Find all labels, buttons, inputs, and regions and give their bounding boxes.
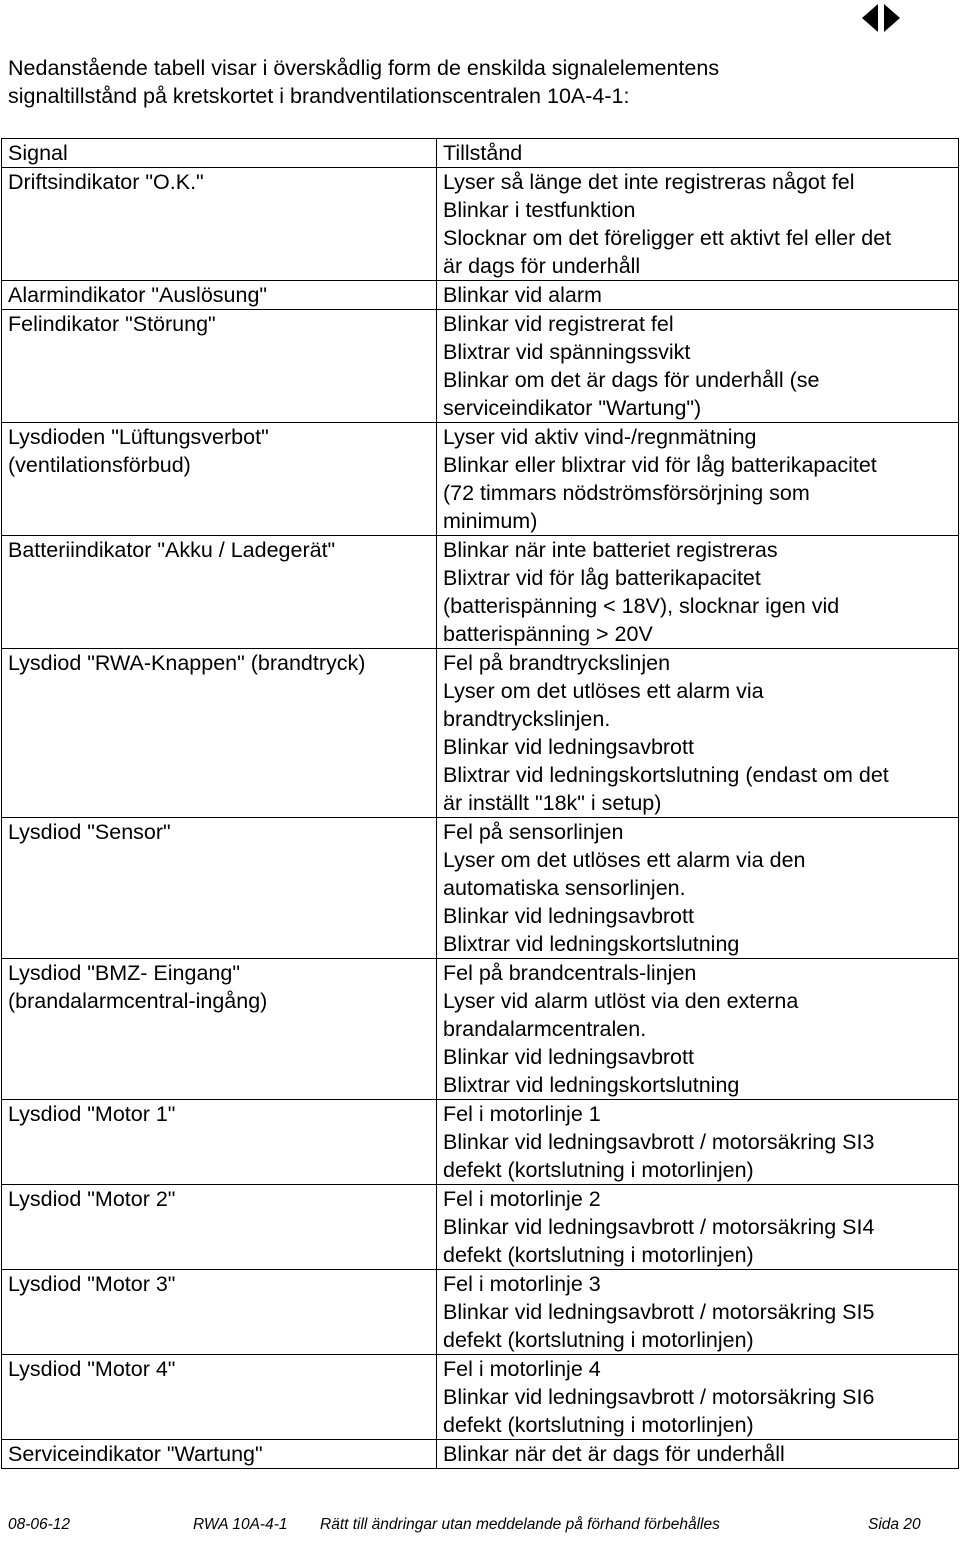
footer-notice: Rätt till ändringar utan meddelande på förhand förbehålles [320,1516,720,1533]
signal-line: (ventilationsförbud) [8,453,191,477]
state-cell [437,1440,959,1469]
header-signal: Signal [2,139,437,168]
state-cell [437,1270,959,1355]
table-row [2,1355,959,1440]
state-line: Blinkar vid ledningsavbrott / motorsäkring SI4 [443,1215,875,1239]
intro-line: Nedanstående tabell visar i överskådlig form de enskilda signalelementens [8,56,720,80]
state-line: Fel i motorlinje 4 [443,1357,601,1381]
footer-page: Sida 20 [868,1516,921,1533]
state-cell [437,818,959,959]
signal-line: Lysdiod "BMZ- Eingang" [8,961,240,985]
table-row [2,168,959,281]
signal-line: Batteriindikator "Akku / Ladegerät" [8,538,336,562]
header-state: Tillstånd [437,139,959,168]
signal-cell [2,649,437,818]
table-row [2,1440,959,1469]
signal-cell [2,959,437,1100]
state-line: Fel i motorlinje 1 [443,1102,601,1126]
state-line: Blinkar när inte batteriet registreras [443,538,778,562]
state-line: Fel på brandtryckslinjen [443,651,671,675]
footer-doc: RWA 10A-4-1 [193,1516,288,1533]
state-cell [437,310,959,423]
state-cell [437,649,959,818]
state-line: Fel på sensorlinjen [443,820,624,844]
signal-line: Lysdiod "Motor 1" [8,1102,176,1126]
state-line: defekt (kortslutning i motorlinjen) [443,1243,754,1267]
state-line: Blixtrar vid ledningskortslutning [443,932,740,956]
state-line: Lyser om det utlöses ett alarm via [443,679,764,703]
state-line: Lyser vid alarm utlöst via den externa [443,989,799,1013]
state-cell [437,423,959,536]
signal-cell [2,536,437,649]
state-cell [437,1100,959,1185]
table-row [2,959,959,1100]
signal-cell [2,818,437,959]
state-line: Blinkar vid alarm [443,283,602,307]
state-line: brandtryckslinjen. [443,707,611,731]
table-row [2,649,959,818]
state-line: Lyser om det utlöses ett alarm via den [443,848,806,872]
footer-date: 08-06-12 [8,1516,71,1533]
signal-cell [2,310,437,423]
state-line: Blinkar om det är dags för underhåll (se [443,368,820,392]
state-line: Blixtrar vid ledningskortslutning [443,1073,740,1097]
state-line: Blixtrar vid spänningssvikt [443,340,691,364]
table-row [2,818,959,959]
state-line: Blinkar vid ledningsavbrott / motorsäkring SI5 [443,1300,875,1324]
state-line: (batterispänning < 18V), slocknar igen vid [443,594,840,618]
state-line: Slocknar om det föreligger ett aktivt fel eller det [443,226,892,250]
signal-line: Lysdiod "Motor 3" [8,1272,176,1296]
page-footer [0,1516,960,1540]
state-line: Fel på brandcentrals-linjen [443,961,697,985]
state-line: Blinkar eller blixtrar vid för låg batterikapacitet [443,453,877,477]
intro-line: signaltillstånd på kretskortet i brandventilationscentralen 10A-4-1: [8,84,630,108]
state-line: Blinkar vid ledningsavbrott [443,1045,694,1069]
state-line: Blixtrar vid för låg batterikapacitet [443,566,761,590]
state-line: minimum) [443,509,538,533]
state-line: defekt (kortslutning i motorlinjen) [443,1413,754,1437]
signal-table [1,138,959,1469]
signal-line: Serviceindikator "Wartung" [8,1442,263,1466]
state-line: Blinkar vid ledningsavbrott / motorsäkring SI3 [443,1130,875,1154]
state-cell [437,536,959,649]
table-row [2,281,959,310]
state-line: serviceindikator "Wartung") [443,396,702,420]
signal-cell [2,168,437,281]
state-line: Lyser vid aktiv vind-/regnmätning [443,425,757,449]
state-line: Blinkar vid ledningsavbrott [443,735,694,759]
table-row [2,423,959,536]
state-line: Blinkar vid ledningsavbrott [443,904,694,928]
state-line: Blinkar vid registrerat fel [443,312,674,336]
state-line: Fel i motorlinje 2 [443,1187,601,1211]
state-line: Fel i motorlinje 3 [443,1272,601,1296]
signal-line: (brandalarmcentral-ingång) [8,989,268,1013]
signal-line: Lysdioden "Lüftungsverbot" [8,425,269,449]
prev-next-arrows-icon[interactable] [862,2,900,34]
prev-arrow-icon[interactable] [862,4,878,32]
state-line: Blinkar i testfunktion [443,198,636,222]
intro-text [8,54,908,110]
state-line: Blinkar när det är dags för underhåll [443,1442,785,1466]
signal-line: Alarmindikator "Auslösung" [8,283,268,307]
table-row [2,536,959,649]
table-row [2,1270,959,1355]
state-cell [437,1355,959,1440]
signal-line: Lysdiod "Sensor" [8,820,171,844]
signal-cell [2,1185,437,1270]
signal-line: Felindikator "Störung" [8,312,216,336]
signal-cell [2,1270,437,1355]
table-row [2,310,959,423]
state-line: batterispänning > 20V [443,622,653,646]
next-arrow-icon[interactable] [884,4,900,32]
signal-cell [2,1440,437,1469]
state-cell [437,1185,959,1270]
state-line: Blixtrar vid ledningskortslutning (endast om det [443,763,889,787]
state-cell [437,959,959,1100]
signal-cell [2,1355,437,1440]
signal-line: Lysdiod "RWA-Knappen" (brandtryck) [8,651,366,675]
state-line: defekt (kortslutning i motorlinjen) [443,1328,754,1352]
state-cell [437,281,959,310]
state-line: brandalarmcentralen. [443,1017,647,1041]
table-row [2,1185,959,1270]
signal-cell [2,1100,437,1185]
state-line: defekt (kortslutning i motorlinjen) [443,1158,754,1182]
state-line: automatiska sensorlinjen. [443,876,686,900]
state-line: är dags för underhåll [443,254,641,278]
state-line: (72 timmars nödströmsförsörjning som [443,481,810,505]
signal-cell [2,281,437,310]
state-cell [437,168,959,281]
state-line: Lyser så länge det inte registreras något fel [443,170,855,194]
state-line: är inställt "18k" i setup) [443,791,662,815]
table-row [2,1100,959,1185]
signal-line: Lysdiod "Motor 2" [8,1187,176,1211]
state-line: Blinkar vid ledningsavbrott / motorsäkring SI6 [443,1385,875,1409]
table-header-row [2,139,959,168]
signal-line: Driftsindikator "O.K." [8,170,204,194]
signal-line: Lysdiod "Motor 4" [8,1357,176,1381]
signal-cell [2,423,437,536]
